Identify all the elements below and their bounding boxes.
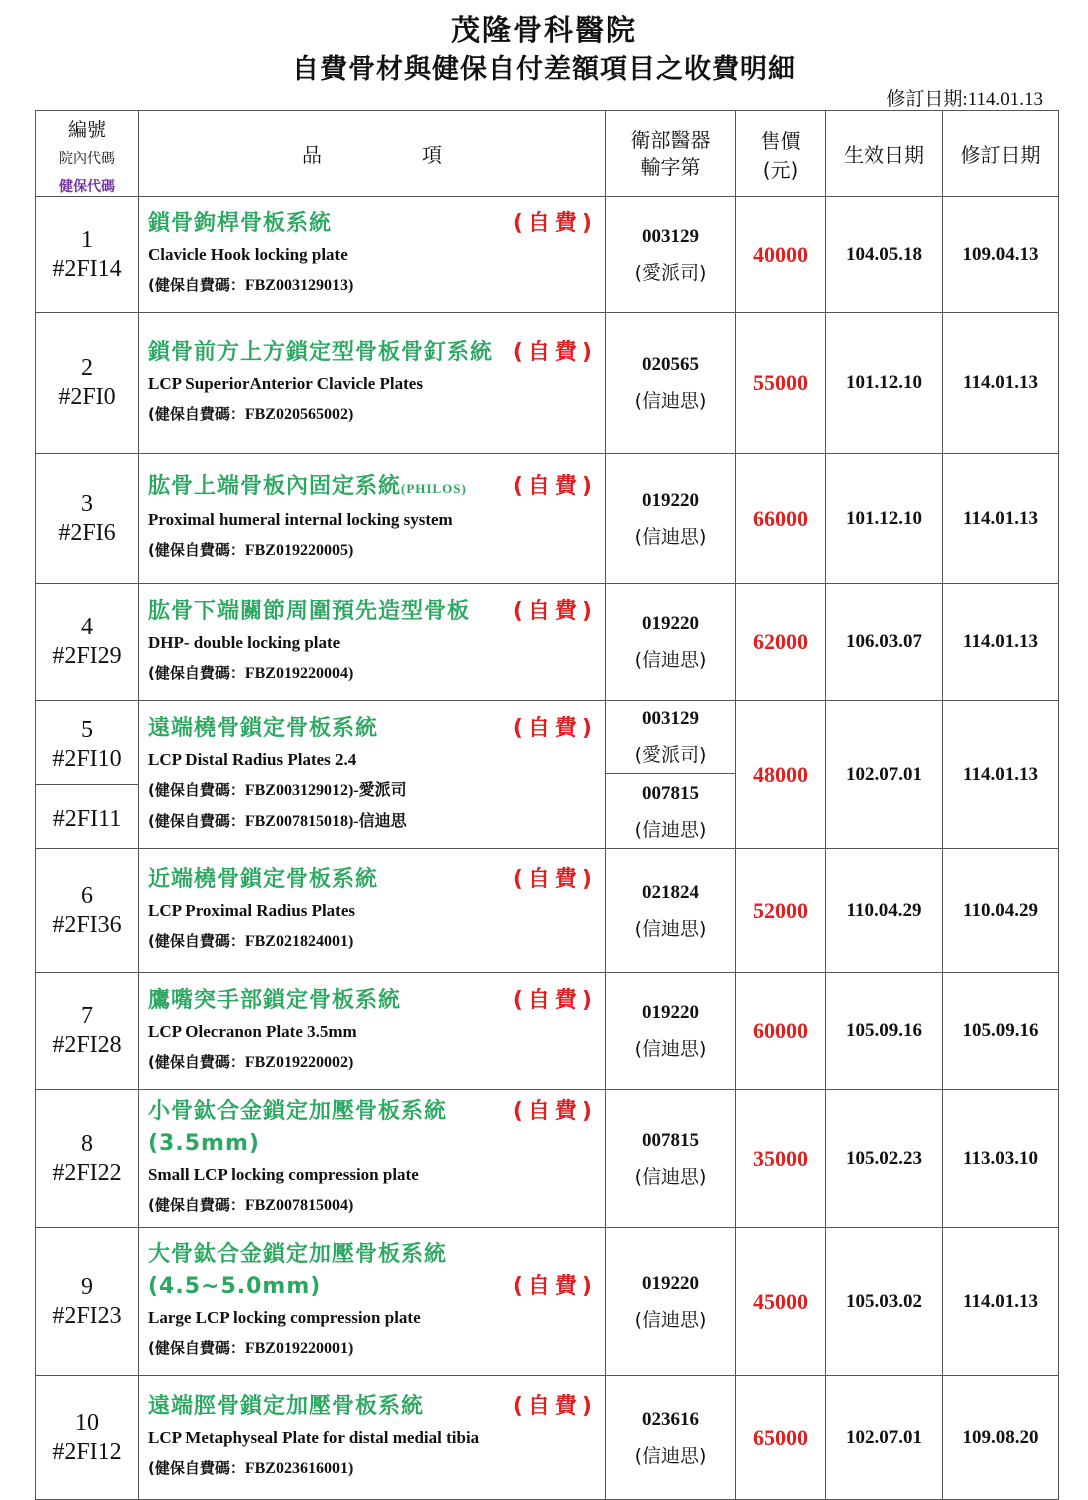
table-row xyxy=(36,197,1059,313)
nhi-self-pay-code: (健保自費碼：FBZ019220001) xyxy=(148,1339,354,1357)
license-no-2: 007815 xyxy=(606,773,735,812)
header-nhi-code: 健保代碼 xyxy=(59,179,115,195)
self-pay-tag: (自費) xyxy=(512,339,597,365)
revised-date-cell: 114.01.13 xyxy=(943,313,1059,454)
self-pay-tag: (自費) xyxy=(512,867,597,892)
code-cell xyxy=(36,701,139,849)
fee-table xyxy=(35,110,1059,1500)
effective-date-cell: 101.12.10 xyxy=(826,454,943,584)
item-cell xyxy=(139,313,606,454)
nhi-self-pay-code: (健保自費碼：FBZ023616001) xyxy=(148,1459,354,1477)
item-name-zh: (自費) 肱骨下端關節周圍預先造型骨板 xyxy=(148,596,597,628)
vendor: (信迪思) xyxy=(634,1165,707,1188)
nhi-self-pay-code: (健保自費碼：FBZ021824001) xyxy=(148,932,354,950)
internal-code: #2FI0 xyxy=(58,384,116,410)
price-cell: 45000 xyxy=(736,1228,826,1376)
item-number: 5 xyxy=(81,716,93,743)
effective-date-cell: 105.09.16 xyxy=(826,973,943,1090)
header-internal-code: 院內代碼 xyxy=(59,151,115,167)
item-cell xyxy=(139,973,606,1090)
header-item xyxy=(139,111,606,197)
vendor-2: (信迪思) xyxy=(634,819,707,841)
header-effective-date: 生效日期 xyxy=(826,111,943,197)
nhi-self-pay-code: (健保自費碼：FBZ019220005) xyxy=(148,541,354,559)
code-cell xyxy=(36,313,139,454)
item-name-en: Small LCP locking compression plate xyxy=(148,1165,419,1184)
internal-code: #2FI6 xyxy=(58,519,116,546)
header-item-b: 項 xyxy=(422,143,442,167)
nhi-self-pay-code: (健保自費碼：FBZ019220002) xyxy=(148,1052,354,1071)
revision-date: 修訂日期:114.01.13 xyxy=(886,89,1043,110)
table-row xyxy=(36,454,1059,584)
code-cell xyxy=(36,1376,139,1500)
license-no: 007815 xyxy=(642,1129,699,1151)
item-name-zh-2: (自費) (4.5~5.0mm) xyxy=(148,1271,597,1303)
item-number: 1 xyxy=(81,226,93,253)
self-pay-tag: (自費) xyxy=(512,987,597,1013)
license-cell xyxy=(606,584,736,701)
code-cell xyxy=(36,849,139,973)
item-name-zh: (自費) 鎖骨鉤桿骨板系統 xyxy=(148,208,597,240)
price-cell: 35000 xyxy=(736,1090,826,1228)
item-number: 8 xyxy=(81,1130,93,1157)
item-name-en: LCP Distal Radius Plates 2.4 xyxy=(148,749,357,769)
internal-code: #2FI23 xyxy=(52,1302,122,1329)
license-no: 019220 xyxy=(642,489,699,511)
price-cell: 60000 xyxy=(736,973,826,1090)
vendor: (信迪思) xyxy=(634,649,707,671)
license-cell xyxy=(606,313,736,454)
item-name-en: Large LCP locking compression plate xyxy=(148,1308,421,1327)
license-no: 003129 xyxy=(642,708,699,729)
hospital-name: 茂隆骨科醫院 xyxy=(450,13,637,47)
self-pay-tag: (自費) xyxy=(512,598,597,624)
revised-date-cell: 113.03.10 xyxy=(943,1090,1059,1228)
header-number: 編號 xyxy=(67,119,106,141)
table-row xyxy=(36,1376,1059,1500)
item-name-zh: 大骨鈦合金鎖定加壓骨板系統 xyxy=(148,1242,448,1267)
header-price: 售價 (元) xyxy=(736,111,826,197)
self-pay-tag: (自費) xyxy=(512,474,597,499)
item-number: 2 xyxy=(81,355,93,381)
code-cell xyxy=(36,1090,139,1228)
effective-date-cell: 105.02.23 xyxy=(826,1090,943,1228)
item-cell xyxy=(139,849,606,973)
item-number: 4 xyxy=(81,614,93,640)
license-no: 021824 xyxy=(642,881,699,903)
license-no: 019220 xyxy=(642,613,699,634)
item-number: 9 xyxy=(81,1273,93,1300)
self-pay-tag: (自費) xyxy=(512,715,597,741)
license-cell xyxy=(606,1228,736,1376)
license-no: 019220 xyxy=(642,1272,699,1294)
code-cell xyxy=(36,454,139,584)
header-revised-date: 修訂日期 xyxy=(943,111,1059,197)
self-pay-tag: (自費) xyxy=(512,1099,597,1124)
price-cell: 62000 xyxy=(736,584,826,701)
code-cell xyxy=(36,197,139,313)
table-row xyxy=(36,1090,1059,1228)
code-cell xyxy=(36,1228,139,1376)
revised-date-cell: 105.09.16 xyxy=(943,973,1059,1090)
revised-date-cell: 114.01.13 xyxy=(943,454,1059,584)
revised-date-cell: 109.08.20 xyxy=(943,1376,1059,1500)
nhi-self-pay-code: (健保自費碼：FBZ003129013) xyxy=(148,276,354,294)
table-row xyxy=(36,1228,1059,1376)
effective-date-cell: 102.07.01 xyxy=(826,701,943,849)
item-number: 6 xyxy=(81,882,93,909)
item-cell xyxy=(139,1090,606,1228)
license-no: 023616 xyxy=(642,1408,699,1430)
vendor: (信迪思) xyxy=(634,1308,707,1331)
item-cell xyxy=(139,1376,606,1500)
code-cell xyxy=(36,584,139,701)
license-cell xyxy=(606,849,736,973)
effective-date-cell: 102.07.01 xyxy=(826,1376,943,1500)
effective-date-cell: 106.03.07 xyxy=(826,584,943,701)
item-cell xyxy=(139,454,606,584)
item-cell xyxy=(139,1228,606,1376)
internal-code: #2FI28 xyxy=(52,1032,122,1058)
price-cell: 65000 xyxy=(736,1376,826,1500)
table-row xyxy=(36,849,1059,973)
table-row xyxy=(36,313,1059,454)
page-title: 自費骨材與健保自付差額項目之收費明細 xyxy=(292,54,796,85)
item-name-zh: (自費) 鷹嘴突手部鎖定骨板系統 xyxy=(148,985,597,1017)
item-number: 10 xyxy=(75,1409,99,1436)
item-name-en: LCP Metaphyseal Plate for distal medial tibia xyxy=(148,1428,480,1447)
revised-date-cell: 114.01.13 xyxy=(943,701,1059,849)
revised-date-cell: 110.04.29 xyxy=(943,849,1059,973)
license-cell xyxy=(606,1090,736,1228)
revised-date-cell: 109.04.13 xyxy=(943,197,1059,313)
table-row xyxy=(36,584,1059,701)
license-no: 003129 xyxy=(642,225,699,247)
item-name-en: Proximal humeral internal locking system xyxy=(148,510,453,529)
item-name-zh: (自費) 遠端脛骨鎖定加壓骨板系統 xyxy=(148,1391,597,1423)
nhi-self-pay-code-2: (健保自費碼：FBZ007815018)-信迪思 xyxy=(148,811,407,830)
revised-date-cell: 114.01.13 xyxy=(943,1228,1059,1376)
effective-date-cell: 104.05.18 xyxy=(826,197,943,313)
nhi-self-pay-code: (健保自費碼：FBZ003129012)-愛派司 xyxy=(148,780,407,799)
nhi-self-pay-code: (健保自費碼：FBZ007815004) xyxy=(148,1196,354,1214)
revised-date-cell: 114.01.13 xyxy=(943,584,1059,701)
license-no: 020565 xyxy=(642,354,699,375)
nhi-self-pay-code: (健保自費碼：FBZ019220004) xyxy=(148,663,354,682)
internal-code: #2FI36 xyxy=(52,911,122,938)
item-name-en: LCP Proximal Radius Plates xyxy=(148,901,355,920)
item-cell xyxy=(139,197,606,313)
item-number: 3 xyxy=(81,490,93,517)
price-cell: 52000 xyxy=(736,849,826,973)
price-cell: 66000 xyxy=(736,454,826,584)
internal-code: #2FI22 xyxy=(52,1159,122,1186)
item-name-en: LCP SuperiorAnterior Clavicle Plates xyxy=(148,373,423,393)
license-no: 019220 xyxy=(642,1002,699,1023)
effective-date-cell: 105.03.02 xyxy=(826,1228,943,1376)
vendor: (愛派司) xyxy=(634,744,707,766)
header-license: 衛部醫器輸字第 xyxy=(606,111,736,197)
internal-code-2: #2FI11 xyxy=(36,784,138,834)
nhi-self-pay-code: (健保自費碼：FBZ020565002) xyxy=(148,404,354,423)
item-name-en: DHP- double locking plate xyxy=(148,632,341,652)
internal-code: #2FI12 xyxy=(52,1438,122,1465)
item-name-zh: (自費) 近端橈骨鎖定骨板系統 xyxy=(148,864,597,896)
self-pay-tag: (自費) xyxy=(512,1394,597,1419)
self-pay-tag: (自費) xyxy=(512,1274,597,1299)
header-item-a: 品 xyxy=(302,143,322,167)
internal-code: #2FI14 xyxy=(52,255,122,282)
item-name-zh: (自費) 鎖骨前方上方鎖定型骨板骨釘系統 xyxy=(148,337,597,369)
vendor: (信迪思) xyxy=(634,525,707,548)
license-cell xyxy=(606,454,736,584)
vendor: (信迪思) xyxy=(634,1038,707,1060)
price-cell: 40000 xyxy=(736,197,826,313)
internal-code: #2FI10 xyxy=(52,745,122,772)
item-name-zh: (自費) 肱骨上端骨板內固定系統(PHILOS) xyxy=(148,471,597,505)
effective-date-cell: 110.04.29 xyxy=(826,849,943,973)
vendor: (愛派司) xyxy=(634,261,707,284)
price-cell: 48000 xyxy=(736,701,826,849)
item-name-zh: (自費) 小骨鈦合金鎖定加壓骨板系統(3.5mm) xyxy=(148,1096,597,1160)
header-code xyxy=(36,111,139,197)
table-row xyxy=(36,973,1059,1090)
price-cell: 55000 xyxy=(736,313,826,454)
vendor: (信迪思) xyxy=(634,917,707,940)
item-number: 7 xyxy=(81,1003,93,1029)
table-row xyxy=(36,701,1059,849)
vendor: (信迪思) xyxy=(634,1444,707,1467)
license-cell xyxy=(606,1376,736,1500)
self-pay-tag: (自費) xyxy=(512,211,597,236)
table-header-row xyxy=(36,111,1059,197)
license-cell xyxy=(606,197,736,313)
vendor: (信迪思) xyxy=(634,390,707,412)
item-cell xyxy=(139,701,606,849)
internal-code: #2FI29 xyxy=(52,643,122,669)
item-name-en: Clavicle Hook locking plate xyxy=(148,245,348,264)
item-cell xyxy=(139,584,606,701)
code-cell xyxy=(36,973,139,1090)
license-cell xyxy=(606,973,736,1090)
effective-date-cell: 101.12.10 xyxy=(826,313,943,454)
license-cell xyxy=(606,701,736,849)
item-name-en: LCP Olecranon Plate 3.5mm xyxy=(148,1021,357,1041)
item-name-zh: (自費) 遠端橈骨鎖定骨板系統 xyxy=(148,713,597,745)
